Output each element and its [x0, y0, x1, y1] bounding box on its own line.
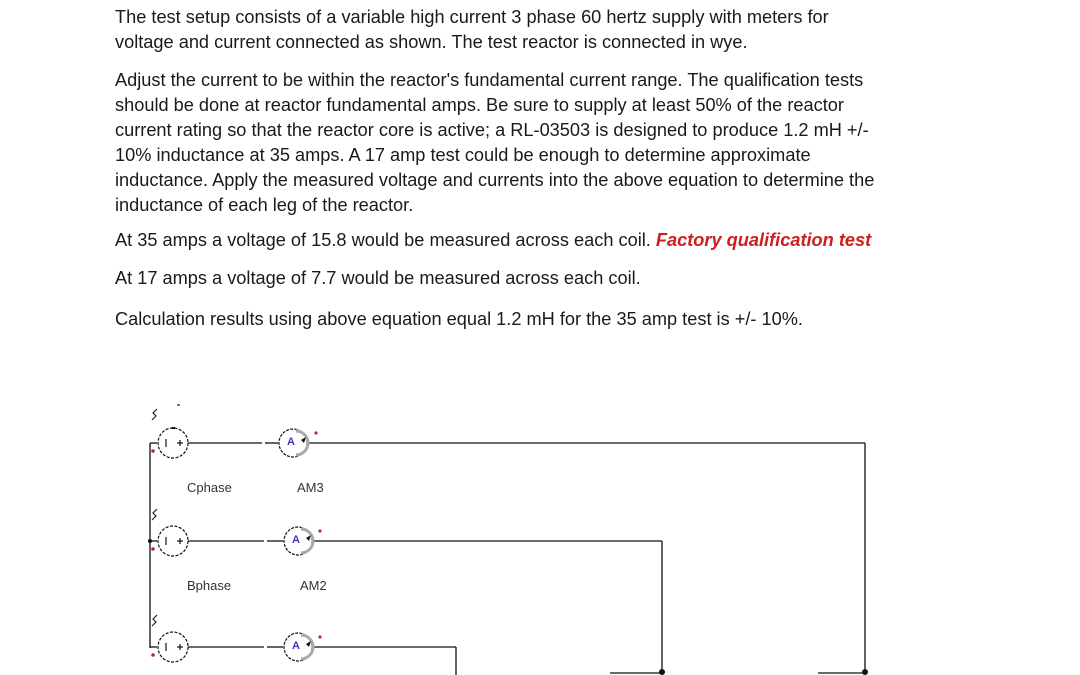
ammeter-am3-symbol: A [287, 436, 295, 448]
adjust-line-5: inductance. Apply the measured voltage and currents into the above equation to determine the [115, 170, 875, 190]
factory-qualification-label: Factory qualification test [655, 230, 872, 250]
adjust-line-6: inductance of each leg of the reactor. [115, 195, 414, 215]
calculation-line: Calculation results using above equation equal 1.2 mH for the 35 amp test is +/- 10%. [115, 309, 803, 329]
adjust-line-1: Adjust the current to be within the reactor's fundamental current range. The qualification tests [115, 70, 864, 90]
intro-line-1: The test setup consists of a variable high current 3 phase 60 hertz supply with meters for [115, 7, 829, 27]
adjust-line-2: should be done at reactor fundamental amps. Be sure to supply at least 50% of the reactor [115, 95, 844, 115]
am3-label: AM3 [297, 480, 324, 495]
ammeter-am1-symbol: A [292, 640, 300, 652]
ammeter-am2-symbol: A [292, 534, 300, 546]
am2-label: AM2 [300, 578, 327, 593]
test-17amp-line: At 17 amps a voltage of 7.7 would be measured across each coil. [115, 268, 641, 288]
adjust-line-3: current rating so that the reactor core is active; a RL-03503 is designed to produce 1.2 mH +/- [115, 120, 869, 140]
source-b [158, 526, 188, 556]
source-c [158, 428, 188, 458]
test-35amp-text: At 35 amps a voltage of 15.8 would be measured across each coil. [115, 230, 651, 250]
cphase-label: Cphase [187, 480, 232, 495]
source-a [158, 632, 188, 662]
bphase-label: Bphase [187, 578, 232, 593]
adjust-line-4: 10% inductance at 35 amps. A 17 amp test could be enough to determine approximate [115, 145, 811, 165]
intro-line-2: voltage and current connected as shown. The test reactor is connected in wye. [115, 32, 748, 52]
